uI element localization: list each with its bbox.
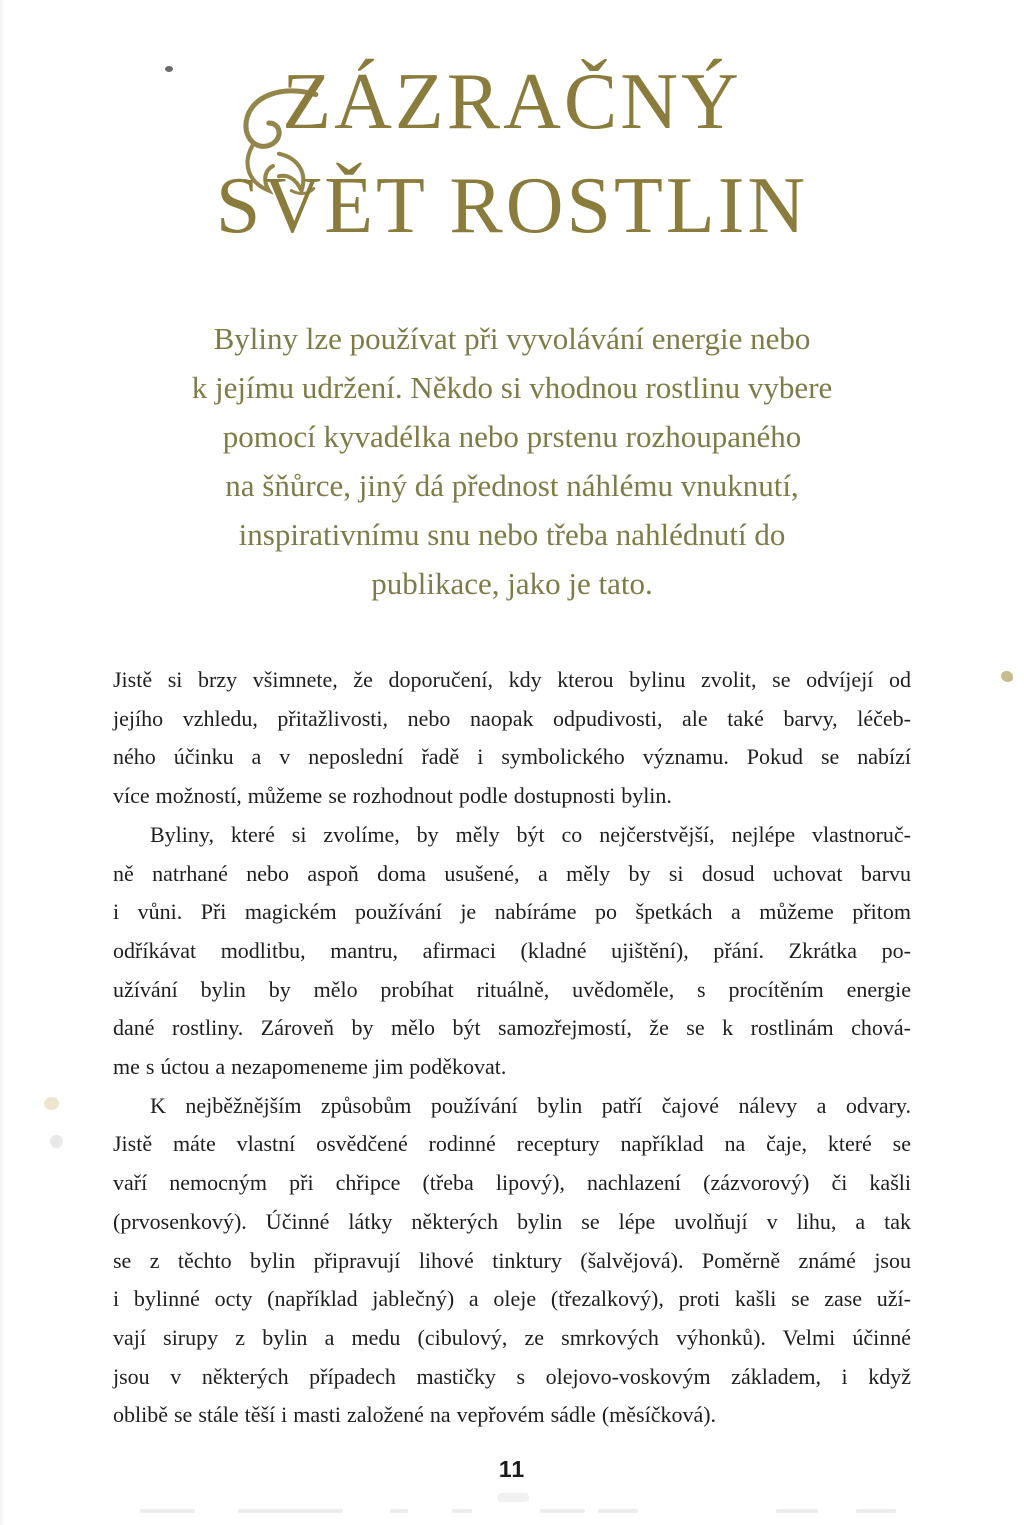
page-bleed-through — [390, 1509, 408, 1513]
body-line: jsou v některých případech mastičky s olejovo-voskovým základem, i když — [113, 1363, 911, 1389]
chapter-title — [0, 50, 1024, 258]
body-line: (prvosenkový). Účinné látky některých bylin se lépe uvolňují v lihu, a tak — [113, 1208, 911, 1234]
scan-artifact-speck — [44, 1097, 59, 1110]
intro-paragraph — [0, 314, 1024, 608]
scan-artifact-speck — [1001, 671, 1013, 682]
body-line: odříkávat modlitbu, mantru, afirmaci (kladné ujištění), přání. Zkrátka po- — [113, 937, 911, 963]
body-line: Byliny, které si zvolíme, by měly být co nejčerstvější, nejlépe vlastnoruč- — [150, 821, 911, 847]
body-line: i vůni. Při magickém používání je nabíráme po špetkách a můžeme přitom — [113, 899, 911, 925]
body-line: více možností, můžeme se rozhodnout podle dostupnosti bylin. — [113, 783, 672, 809]
page-bleed-through — [856, 1509, 896, 1513]
body-text — [113, 661, 911, 1435]
body-line: i bylinné octy (například jablečný) a oleje (třezalkový), proti kašli se zase uží- — [113, 1286, 911, 1312]
body-line: Jistě máte vlastní osvědčené rodinné receptury například na čaje, které se — [113, 1131, 911, 1157]
page-bleed-through — [452, 1509, 472, 1513]
intro-line: publikace, jako je tato. — [371, 566, 653, 601]
intro-line: inspirativnímu snu nebo třeba nahlédnutí do — [238, 517, 786, 552]
scan-artifact-dot — [165, 66, 173, 72]
page-bleed-through — [540, 1509, 585, 1513]
body-line: užívání bylin by mělo probíhat rituálně, uvědoměle, s procítěním energie — [113, 976, 911, 1002]
page-number: 11 — [498, 1456, 526, 1482]
intro-line: k jejímu udržení. Někdo si vhodnou rostlinu vybere — [191, 370, 833, 405]
body-line: vají sirupy z bylin a medu (cibulový, ze smrkových výhonků). Velmi účinné — [113, 1324, 911, 1350]
body-line: jejího vzhledu, přitažlivosti, nebo naopak odpudivosti, ale také barvy, léčeb- — [113, 705, 911, 731]
body-line: me s úctou a nezapomeneme jim poděkovat. — [113, 1054, 507, 1080]
page-bleed-through — [598, 1509, 638, 1513]
intro-line: Byliny lze používat při vyvolávání energie nebo — [213, 321, 811, 356]
scan-artifact-speck — [50, 1135, 63, 1148]
page-title-line2: SVĚT ROSTLIN — [215, 162, 809, 250]
body-paragraph — [113, 1087, 911, 1435]
scan-artifact-smudge — [497, 1493, 529, 1502]
page-bleed-through — [140, 1509, 195, 1513]
body-line: ně natrhané nebo aspoň doma usušené, a měly by si dosud uchovat barvu — [113, 860, 911, 886]
body-line: se z těchto bylin připravují lihové tinktury (šalvějová). Poměrně známé jsou — [113, 1247, 911, 1273]
page-bleed-through — [238, 1509, 343, 1513]
body-line: dané rostliny. Zároveň by mělo být samozřejmostí, že se k rostlinám chová- — [113, 1015, 911, 1041]
page-bleed-through — [776, 1509, 818, 1513]
body-line: Jistě si brzy všimnete, že doporučení, kdy kterou bylinu zvolit, se odvíjejí od — [113, 667, 911, 692]
page-title-line1: ZÁZRAČNÝ — [282, 58, 742, 146]
vine-flourish-icon — [232, 82, 324, 200]
chapter-title-line1-wrap — [282, 50, 742, 154]
body-line: oblibě se stále těší i masti založené na vepřovém sádle (měsíčková). — [113, 1402, 717, 1428]
body-paragraph — [113, 661, 911, 816]
body-paragraph — [113, 816, 911, 1087]
body-line: ného účinku a v neposlední řadě i symbolického významu. Pokud se nabízí — [113, 744, 911, 770]
body-line: K nejběžnějším způsobům používání bylin patří čajové nálevy a odvary. — [150, 1092, 911, 1118]
body-line: vaří nemocným při chřipce (třeba lipový), nachlazení (zázvorový) či kašli — [113, 1170, 911, 1196]
intro-line: na šňůrce, jiný dá přednost náhlému vnuknutí, — [225, 468, 799, 503]
intro-line: pomocí kyvadélka nebo prstenu rozhoupaného — [222, 419, 802, 454]
